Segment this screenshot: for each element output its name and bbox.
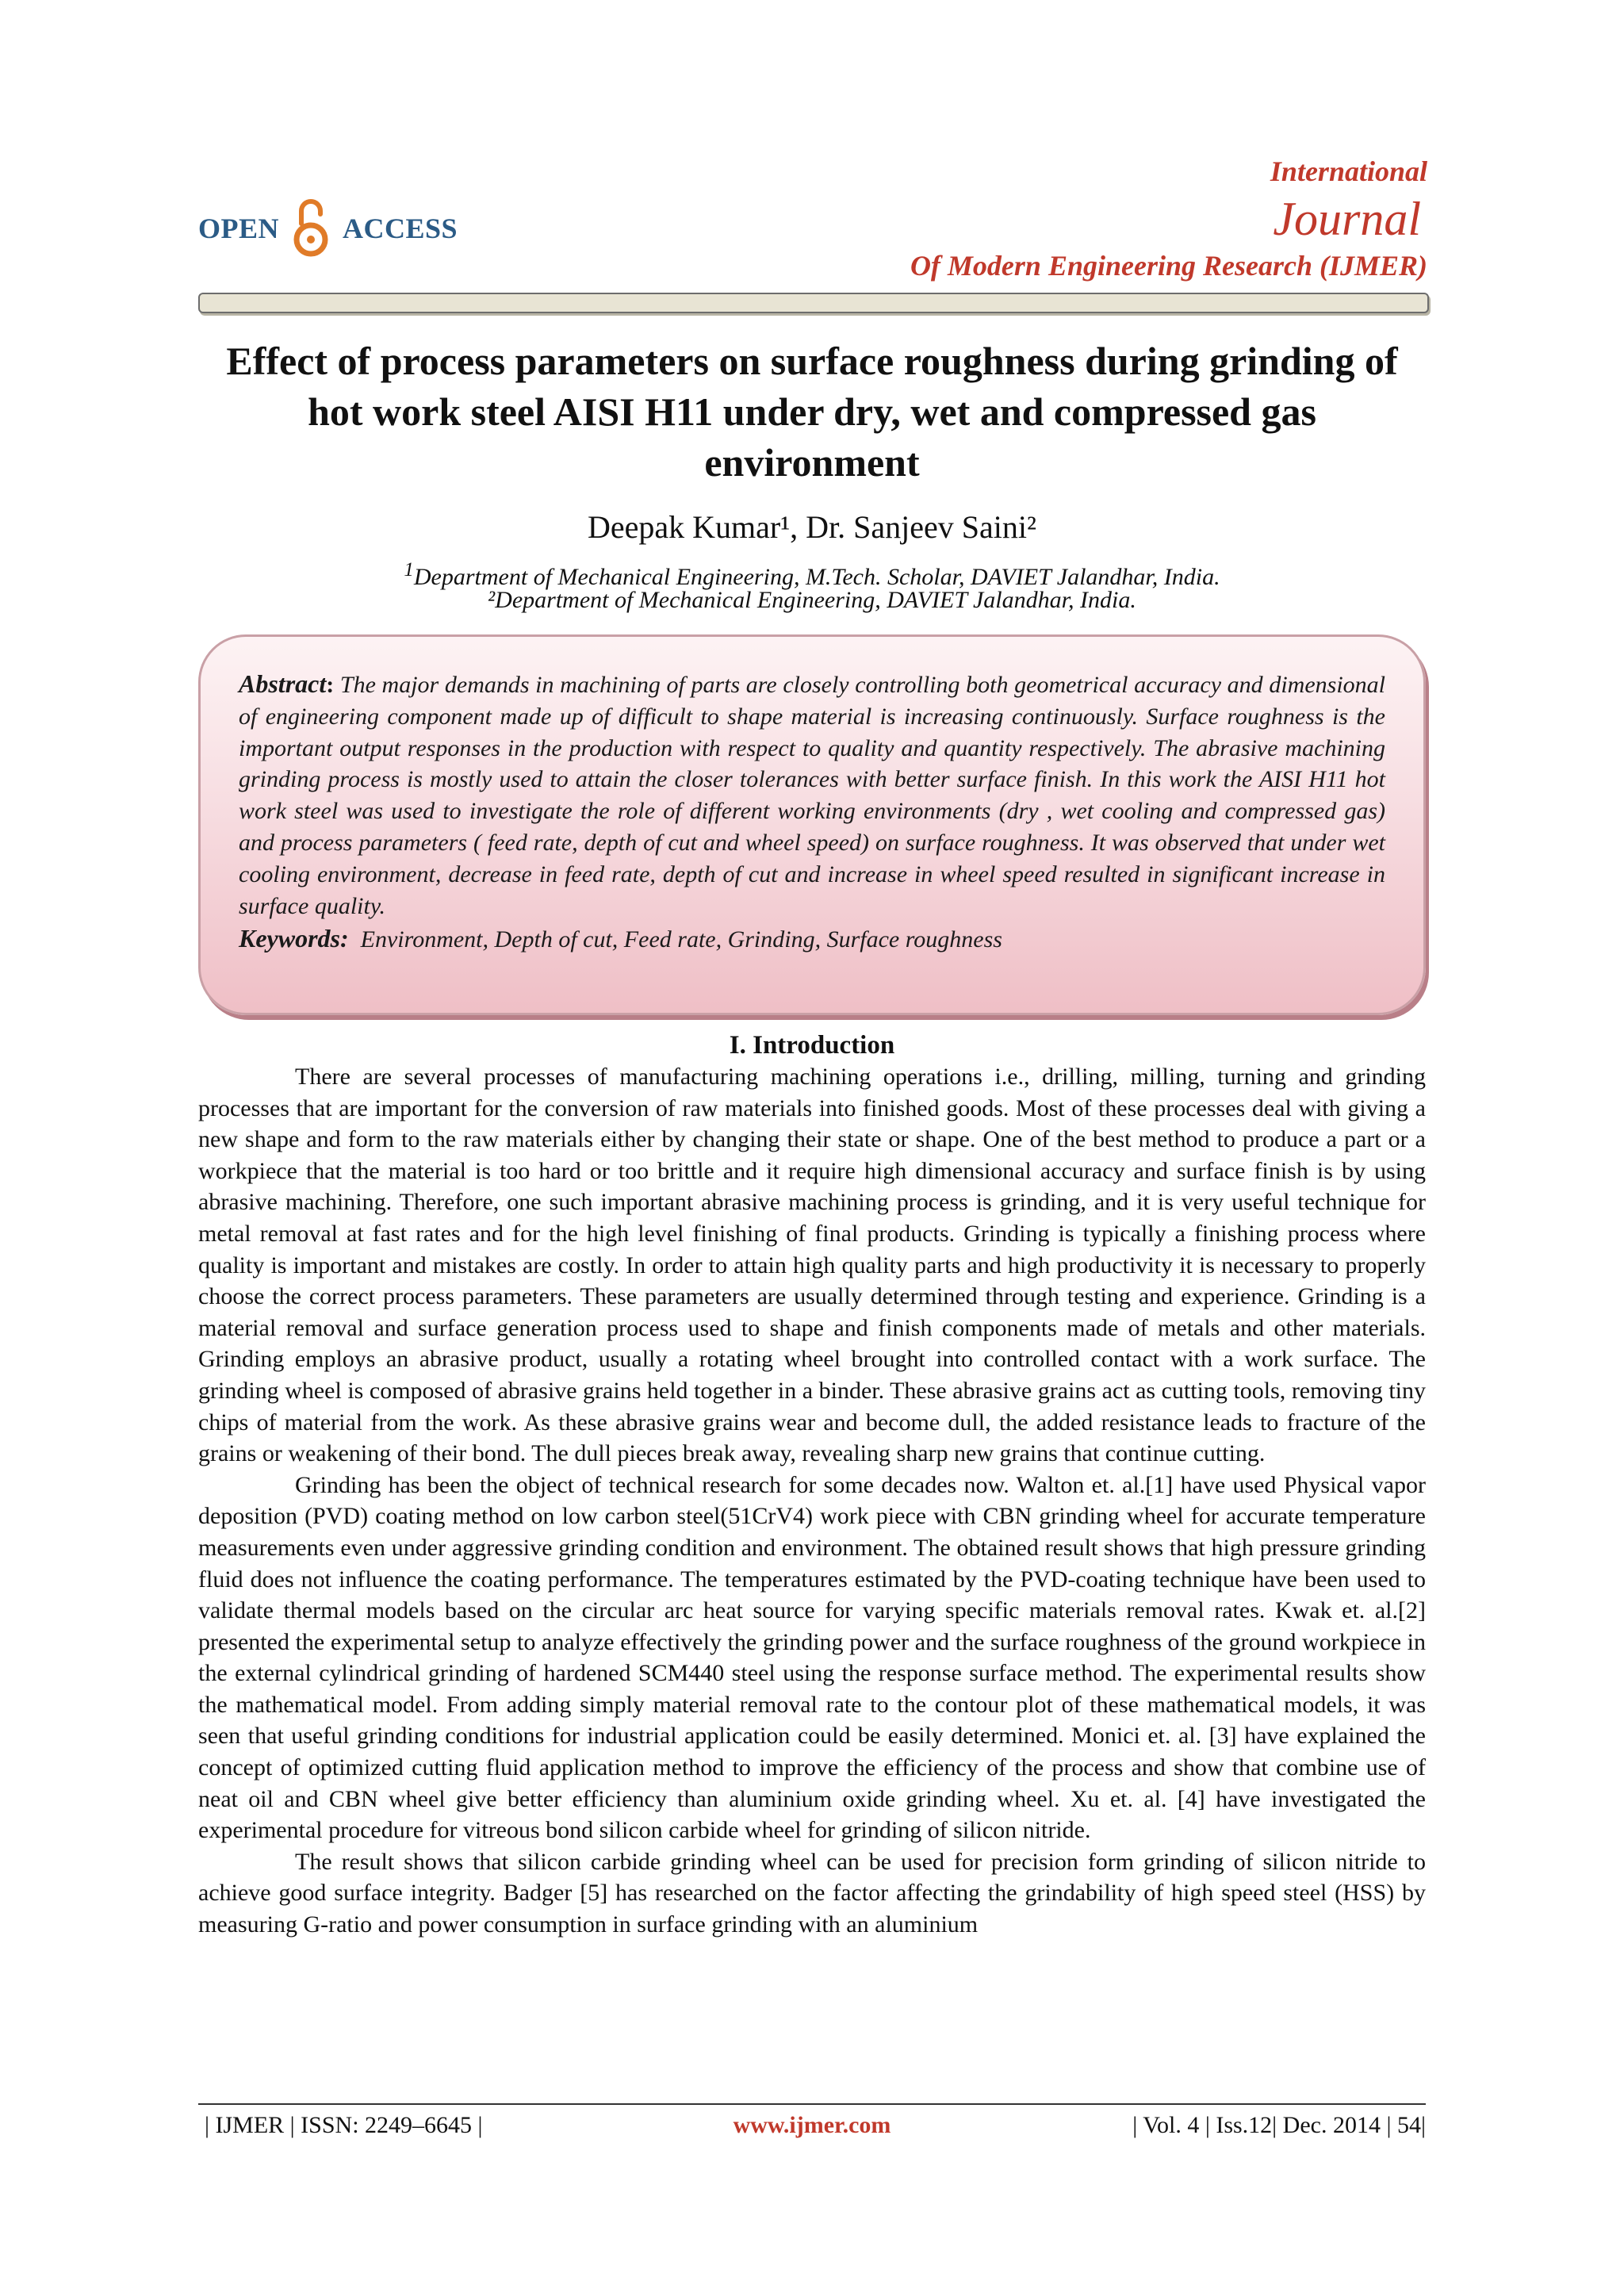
affiliation-1-marker: 1 — [404, 559, 414, 581]
open-access-left-text: OPEN — [198, 213, 280, 244]
abstract-box — [198, 634, 1426, 1015]
paragraph: There are several processes of manufacturing machining operations i.e., drilling, milling, turning and grinding processes that are important for the conversion of raw materials into finished goods. Most of these processes deal with giving a new shape and form to the raw materials either by changing their state or shape. One of the best method to produce a part or a workpiece that the material is too hard or too brittle and it require high dimensional accuracy and surface finish is by using abrasive machining. Therefore, one such important abrasive machining process is grinding, and it is very useful technique for metal removal at fast rates and for the high level finishing of final products. Grinding is typically a finishing process where quality is important and mistakes are costly. In order to attain high quality parts and high productivity it is necessary to properly choose the correct process parameters. These parameters are usually determined through testing and experience. Grinding is a material removal and surface generation process used to shape and finish components made of metals and other materials. Grinding employs an abrasive product, usually a rotating wheel brought into controlled contact with a work surface. The grinding wheel is composed of abrasive grains held together in a binder. These abrasive grains act as cutting tools, removing tiny chips of material from the work. As these abrasive grains wear and become dull, the added resistance leads to fracture of the grains or weakening of their bond. The dull pieces break away, revealing sharp new grains that continue cutting. — [198, 1064, 1426, 1467]
header-divider-bar — [198, 293, 1429, 313]
keywords-text: Environment, Depth of cut, Feed rate, Grinding, Surface roughness — [360, 926, 1002, 953]
abstract-body: The major demands in machining of parts are closely controlling both geometrical accuracy and dimensional of engineering component made up of difficult to shape material is increasing continuously. Surface roughness is the important output responses in the production with respect to quality and quantity respectively. The abrasive machining grinding process is mostly used to attain the closer tolerances with better surface finish. In this work the AISI H11 hot work steel was used to investigate the role of different working environments (dry , wet cooling and compressed gas) and process parameters ( feed rate, depth of cut and wheel speed) on surface roughness. It was observed that under wet cooling environment, decrease in feed rate, depth of cut and increase in wheel speed resulted in significant increase in surface quality. — [239, 672, 1385, 919]
abstract: Abstract: The major demands in machining of parts are closely controlling both geometrical accuracy and dimensional of engineering component made up of difficult to shape material is increasing continuously. Surface roughness is the important output responses in the production with respect to quality and quantity respectively. The abrasive machining grinding process is mostly used to attain the closer tolerances with better surface finish. In this work the AISI H11 hot work steel was used to investigate the role of different working environments (dry , wet cooling and compressed gas) and process parameters ( feed rate, depth of cut and wheel speed) on surface roughness. It was observed that under wet cooling environment, decrease in feed rate, depth of cut and increase in wheel speed resulted in significant increase in surface quality. Keywords: Environment, Depth of cut, Feed rate, Grinding, Surface roughness — [239, 669, 1385, 956]
footer-volume-page: | Vol. 4 | Iss.12| Dec. 2014 | 54| — [1132, 2112, 1426, 2138]
affiliation-2: ²Department of Mechanical Engineering, DAVIET Jalandhar, India. — [488, 587, 1136, 613]
journal-international: International — [1270, 155, 1427, 187]
section-heading-introduction: I. Introduction — [729, 1031, 895, 1060]
journal-subtitle: Of Modern Engineering Research (IJMER) — [910, 250, 1427, 282]
journal-name: Journal — [1273, 193, 1421, 245]
page-footer — [198, 2110, 1426, 2141]
open-access-lock-icon — [290, 195, 331, 262]
paragraph: Grinding has been the object of technical research for some decades now. Walton et. al.[1] have used Physical vapor deposition (PVD) coating method on low carbon steel(51CrV4) work piece with CBN grinding wheel for accurate temperature measurements even under aggressive grinding condition and environment. The obtained result shows that high pressure grinding fluid does not influence the coating performance. The temperatures estimated by the PVD-coating technique have been used to validate thermal models based on the circular arc heat source for varying specific materials removal rates. Kwak et. al.[2] presented the experimental setup to analyze effectively the grinding power and the surface roughness of the ground workpiece in the external cylindrical grinding of hardened SCM440 steel using the response surface method. The experimental results show the mathematical model. From adding simply material removal rate to the contour plot of these mathematical models, it was seen that useful grinding conditions for industrial application could be easily determined. Monici et. al. [3] have explained the concept of optimized cutting fluid application method to improve the efficiency of the process and show that combine use of neat oil and CBN wheel give better efficiency than aluminium oxide grinding wheel. Xu et. al. [4] have investigated the experimental procedure for vitreous bond silicon carbide wheel for grinding of silicon nitride. — [198, 1471, 1426, 1844]
abstract-label: Abstract — [239, 669, 327, 698]
keywords — [239, 923, 1385, 956]
footer-website-link[interactable]: www.ijmer.com — [733, 2112, 891, 2138]
keywords-label: Keywords: — [239, 924, 349, 953]
open-access-logo — [198, 194, 458, 263]
footer-rule — [198, 2103, 1426, 2105]
footer-issn: | IJMER | ISSN: 2249–6645 | — [205, 2112, 483, 2138]
paper-authors: Deepak Kumar¹, Dr. Sanjeev Saini² — [587, 509, 1037, 545]
open-access-right-text: ACCESS — [343, 213, 458, 244]
journal-masthead — [910, 152, 1427, 284]
introduction-body — [198, 1061, 1426, 1941]
paragraph: The result shows that silicon carbide grinding wheel can be used for precision form grinding of silicon nitride to achieve good surface integrity. Badger [5] has researched on the factor affecting the grindability of high speed steel (HSS) by measuring G-ratio and power consumption in surface grinding with an aluminium — [198, 1848, 1426, 1938]
affiliation-1-text: Department of Mechanical Engineering, M.Tech. Scholar, DAVIET Jalandhar, India. — [413, 564, 1220, 590]
paper-title: Effect of process parameters on surface roughness during grinding of hot work steel AISI H11 under dry, wet and compressed gas environment — [226, 339, 1398, 485]
